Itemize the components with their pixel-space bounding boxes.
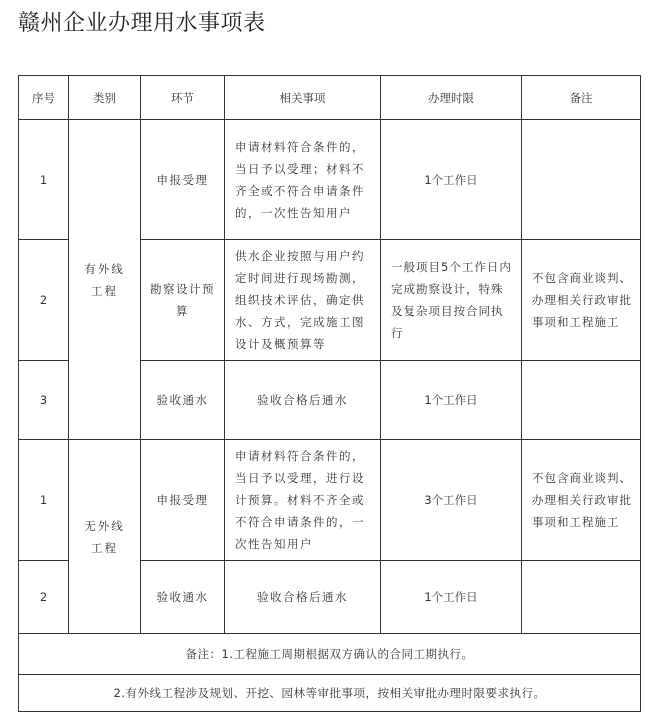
row-no: 3: [19, 361, 69, 440]
water-service-table: [18, 75, 641, 712]
stage-cell: 申报受理: [141, 440, 225, 561]
remark-cell: [522, 561, 641, 634]
header-remark: 备注: [522, 76, 641, 120]
row-no: 2: [19, 561, 69, 634]
stage-cell: 验收通水: [141, 561, 225, 634]
remark-cell: [522, 361, 641, 440]
time-cell: 1个工作日: [381, 561, 522, 634]
time-cell: 1个工作日: [381, 120, 522, 240]
note-line-2: 2.有外线工程涉及规划、开挖、园林等审批事项，按相关审批办理时限要求执行。: [19, 675, 641, 712]
note-line-1: 备注：1.工程施工周期根据双方确认的合同工期执行。: [19, 634, 641, 675]
row-no: 2: [19, 240, 69, 361]
time-cell: 一般项目5个工作日内完成勘察设计，特殊及复杂项目按合同执行: [381, 240, 522, 361]
header-no: 序号: [19, 76, 69, 120]
matter-cell: 验收合格后通水: [225, 361, 381, 440]
category-cell: 无外线工程: [69, 440, 141, 634]
table-row: [19, 440, 641, 561]
header-matter: 相关事项: [225, 76, 381, 120]
stage-cell: 申报受理: [141, 120, 225, 240]
notes-row: [19, 675, 641, 712]
header-category: 类别: [69, 76, 141, 120]
matter-cell: 供水企业按照与用户约定时间进行现场勘测，组织技术评估，确定供水、方式，完成施工图设计及概预算等: [225, 240, 381, 361]
remark-cell: [522, 120, 641, 240]
time-cell: 3个工作日: [381, 440, 522, 561]
row-no: 1: [19, 120, 69, 240]
page-title: 赣州企业办理用水事项表: [18, 11, 266, 36]
row-no: 1: [19, 440, 69, 561]
remark-cell: 不包含商业谈判、办理相关行政审批事项和工程施工: [522, 440, 641, 561]
matter-cell: 申请材料符合条件的，当日予以受理，进行设计预算。材料不齐全或不符合申请条件的，一次性告知用户: [225, 440, 381, 561]
matter-cell: 申请材料符合条件的，当日予以受理；材料不齐全或不符合申请条件的，一次性告知用户: [225, 120, 381, 240]
header-time: 办理时限: [381, 76, 522, 120]
category-cell: 有外线工程: [69, 120, 141, 440]
header-stage: 环节: [141, 76, 225, 120]
notes-row: [19, 634, 641, 675]
time-cell: 1个工作日: [381, 361, 522, 440]
table-header-row: [19, 76, 641, 120]
stage-cell: 验收通水: [141, 361, 225, 440]
remark-cell: 不包含商业谈判、办理相关行政审批事项和工程施工: [522, 240, 641, 361]
matter-cell: 验收合格后通水: [225, 561, 381, 634]
stage-cell: 勘察设计预算: [141, 240, 225, 361]
table-row: [19, 120, 641, 240]
